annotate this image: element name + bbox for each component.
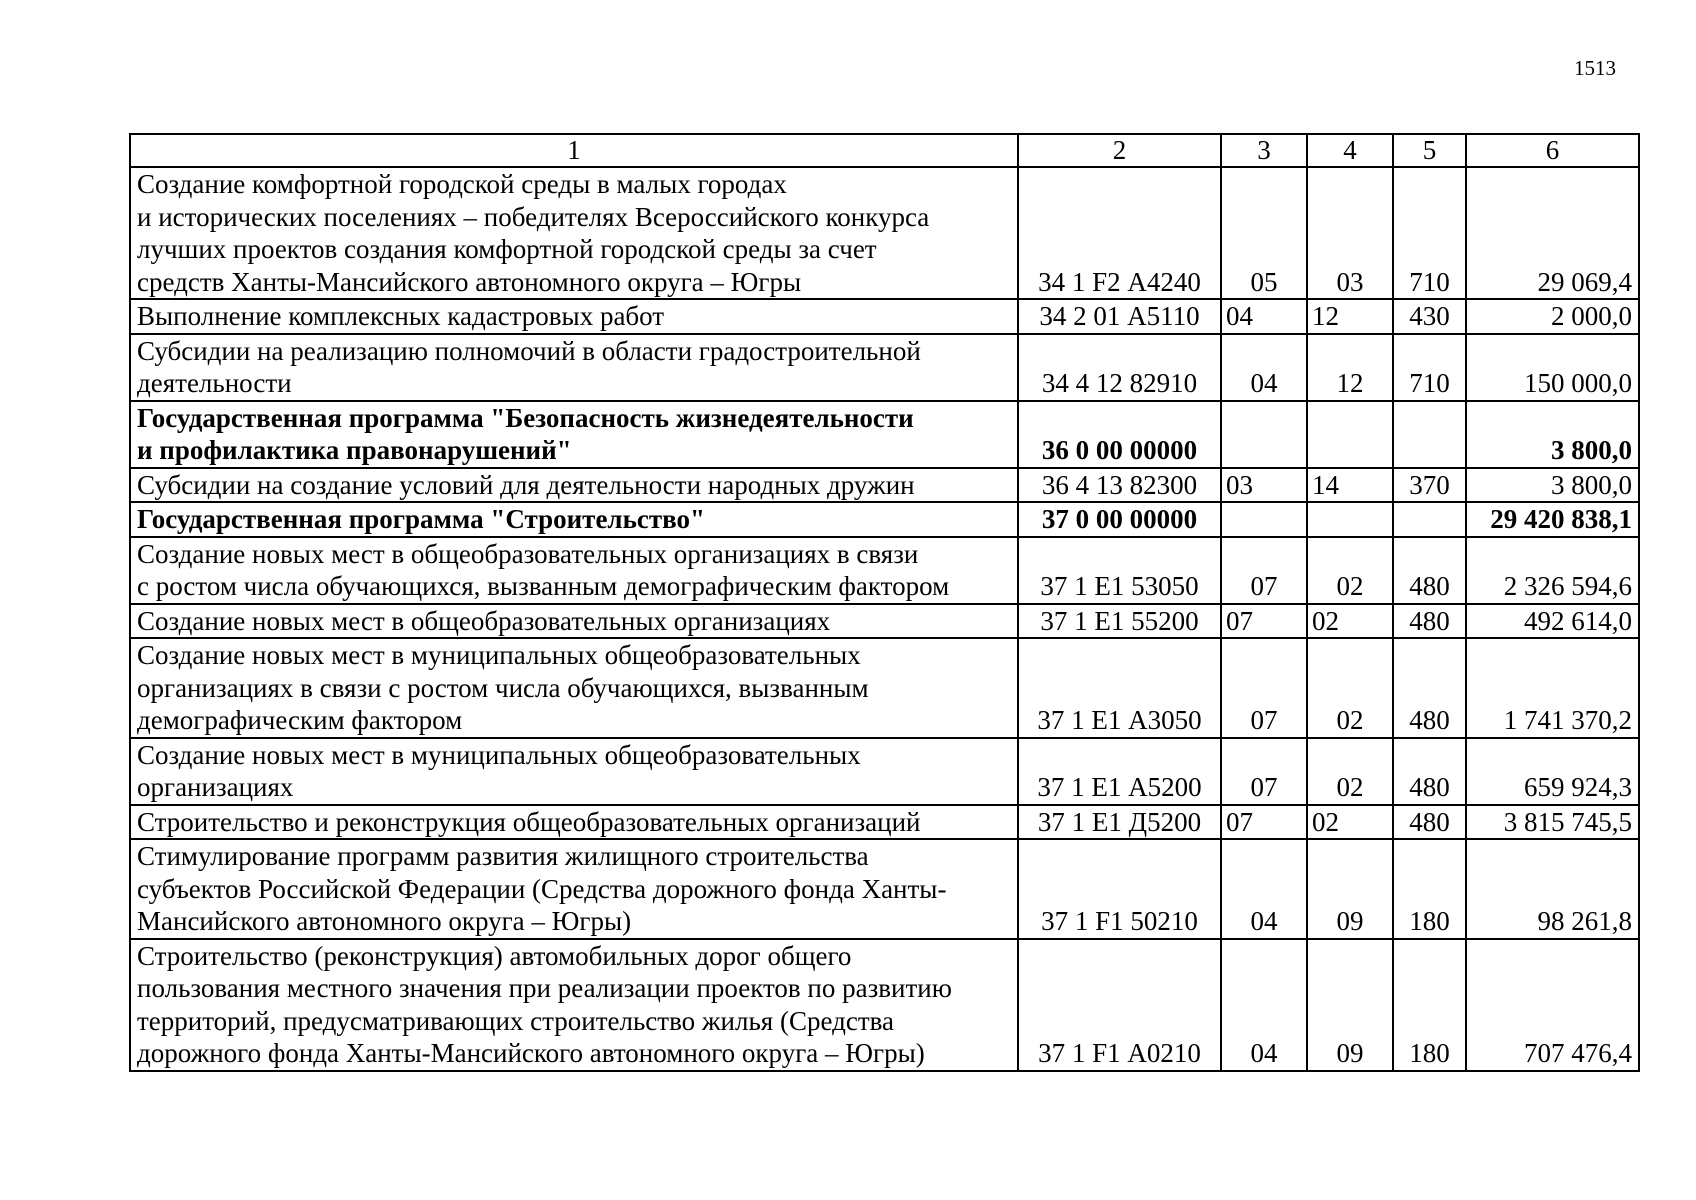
row-subsection: [1307, 502, 1393, 537]
row-name-cell: [130, 299, 1018, 334]
row-amount: 98 261,8: [1466, 839, 1639, 939]
row-expense-type: 480: [1393, 638, 1466, 738]
row-section: 07: [1221, 738, 1307, 805]
row-name-cell: [130, 468, 1018, 503]
row-expense-type: 180: [1393, 939, 1466, 1071]
row-subsection: 14: [1307, 468, 1393, 503]
row-code: 34 4 12 82910: [1018, 334, 1221, 401]
header-col-4: 4: [1307, 134, 1393, 167]
row-amount: 3 800,0: [1466, 468, 1639, 503]
row-expense-type: 430: [1393, 299, 1466, 334]
row-subsection: 09: [1307, 939, 1393, 1071]
row-amount: 29 069,4: [1466, 167, 1639, 299]
table-row: [130, 468, 1639, 503]
row-name: Создание комфортной городской среды в малых городах и исторических поселениях – победителях Всероссийского конкурса лучших проектов создания комфортной городской среды за счет средств Ханты-Мансийского автономного округа – Югры: [137, 169, 930, 297]
table-row: [130, 502, 1639, 537]
row-section: [1221, 502, 1307, 537]
row-code: 34 1 F2 А4240: [1018, 167, 1221, 299]
row-name-cell: [130, 939, 1018, 1071]
row-expense-type: [1393, 502, 1466, 537]
row-expense-type: [1393, 401, 1466, 468]
row-subsection: 12: [1307, 334, 1393, 401]
row-name: Государственная программа "Безопасность жизнедеятельности и профилактика правонарушений": [137, 402, 914, 465]
row-amount: 3 815 745,5: [1466, 805, 1639, 840]
row-subsection: 02: [1307, 638, 1393, 738]
row-subsection: 02: [1307, 738, 1393, 805]
row-code: 37 1 E1 Д5200: [1018, 805, 1221, 840]
row-code: 36 4 13 82300: [1018, 468, 1221, 503]
row-name-cell: [130, 839, 1018, 939]
row-amount: 659 924,3: [1466, 738, 1639, 805]
row-amount: 3 800,0: [1466, 401, 1639, 468]
row-expense-type: 710: [1393, 167, 1466, 299]
row-section: 04: [1221, 839, 1307, 939]
row-section: 04: [1221, 299, 1307, 334]
row-name-cell: [130, 805, 1018, 840]
row-amount: 150 000,0: [1466, 334, 1639, 401]
row-name-cell: [130, 604, 1018, 639]
header-col-2: 2: [1018, 134, 1221, 167]
row-expense-type: 480: [1393, 537, 1466, 604]
row-amount: 29 420 838,1: [1466, 502, 1639, 537]
row-name: Стимулирование программ развития жилищного строительства субъектов Российской Федерации (Средства дорожного фонда Ханты- Мансийского автономного округа – Югры): [137, 841, 947, 936]
header-row: [130, 134, 1639, 167]
row-code: 37 0 00 00000: [1018, 502, 1221, 537]
table-row: [130, 805, 1639, 840]
row-name: Строительство и реконструкция общеобразовательных организаций: [137, 806, 921, 837]
row-amount: 1 741 370,2: [1466, 638, 1639, 738]
row-name: Субсидии на создание условий для деятельности народных дружин: [137, 469, 915, 500]
row-amount: 2 000,0: [1466, 299, 1639, 334]
row-section: 07: [1221, 537, 1307, 604]
row-name: Выполнение комплексных кадастровых работ: [137, 301, 665, 331]
budget-table: [129, 133, 1640, 1072]
row-name: Создание новых мест в общеобразовательных организациях в связи с ростом числа обучающихся, вызванным демографическим фактором: [137, 538, 950, 601]
row-section: 04: [1221, 939, 1307, 1071]
row-code: 37 1 E1 55200: [1018, 604, 1221, 639]
row-section: 07: [1221, 604, 1307, 639]
table-row: [130, 167, 1639, 299]
row-code: 36 0 00 00000: [1018, 401, 1221, 468]
row-section: 07: [1221, 638, 1307, 738]
row-subsection: 02: [1307, 604, 1393, 639]
row-subsection: 09: [1307, 839, 1393, 939]
row-expense-type: 480: [1393, 738, 1466, 805]
row-name: Создание новых мест в общеобразовательных организациях: [137, 605, 831, 636]
row-amount: 492 614,0: [1466, 604, 1639, 639]
row-amount: 707 476,4: [1466, 939, 1639, 1071]
table-row: [130, 401, 1639, 468]
table-row: [130, 537, 1639, 604]
row-name: Субсидии на реализацию полномочий в области градостроительной деятельности: [137, 335, 921, 398]
row-name: Создание новых мест в муниципальных общеобразовательных организациях: [137, 739, 861, 802]
row-name-cell: [130, 502, 1018, 537]
row-name-cell: [130, 638, 1018, 738]
row-expense-type: 370: [1393, 468, 1466, 503]
row-code: 37 1 F1 А0210: [1018, 939, 1221, 1071]
page-number: 1513: [1574, 56, 1616, 80]
row-name-cell: [130, 537, 1018, 604]
row-code: 37 1 E1 А3050: [1018, 638, 1221, 738]
row-subsection: 12: [1307, 299, 1393, 334]
row-name-cell: [130, 738, 1018, 805]
table-row: [130, 334, 1639, 401]
table-row: [130, 939, 1639, 1071]
row-section: 07: [1221, 805, 1307, 840]
table-row: [130, 839, 1639, 939]
row-section: [1221, 401, 1307, 468]
row-expense-type: 180: [1393, 839, 1466, 939]
row-expense-type: 480: [1393, 805, 1466, 840]
row-section: 05: [1221, 167, 1307, 299]
row-amount: 2 326 594,6: [1466, 537, 1639, 604]
row-code: 37 1 E1 А5200: [1018, 738, 1221, 805]
row-name-cell: [130, 334, 1018, 401]
header-col-5: 5: [1393, 134, 1466, 167]
table-body: [130, 167, 1639, 1071]
table-row: [130, 299, 1639, 334]
row-code: 37 1 E1 53050: [1018, 537, 1221, 604]
table-row: [130, 738, 1639, 805]
row-code: 34 2 01 А5110: [1018, 299, 1221, 334]
row-name: Строительство (реконструкция) автомобильных дорог общего пользования местного значения при реализации проектов по развитию территорий, предусматривающих строительство жилья (Средства дорожного фонда Ханты-Мансийского автономного округа – Югры): [137, 940, 952, 1068]
row-name-cell: [130, 401, 1018, 468]
row-expense-type: 710: [1393, 334, 1466, 401]
header-col-3: 3: [1221, 134, 1307, 167]
row-name: Создание новых мест в муниципальных общеобразовательных организациях в связи с ростом числа обучающихся, вызванным демографическим фактором: [137, 640, 869, 735]
table-row: [130, 638, 1639, 738]
row-subsection: 02: [1307, 805, 1393, 840]
row-name: Государственная программа "Строительство": [137, 504, 705, 534]
row-section: 04: [1221, 334, 1307, 401]
row-section: 03: [1221, 468, 1307, 503]
header-col-1: 1: [130, 134, 1018, 167]
row-subsection: 03: [1307, 167, 1393, 299]
header-col-6: 6: [1466, 134, 1639, 167]
row-subsection: [1307, 401, 1393, 468]
row-subsection: 02: [1307, 537, 1393, 604]
row-name-cell: [130, 167, 1018, 299]
row-expense-type: 480: [1393, 604, 1466, 639]
row-code: 37 1 F1 50210: [1018, 839, 1221, 939]
table-row: [130, 604, 1639, 639]
